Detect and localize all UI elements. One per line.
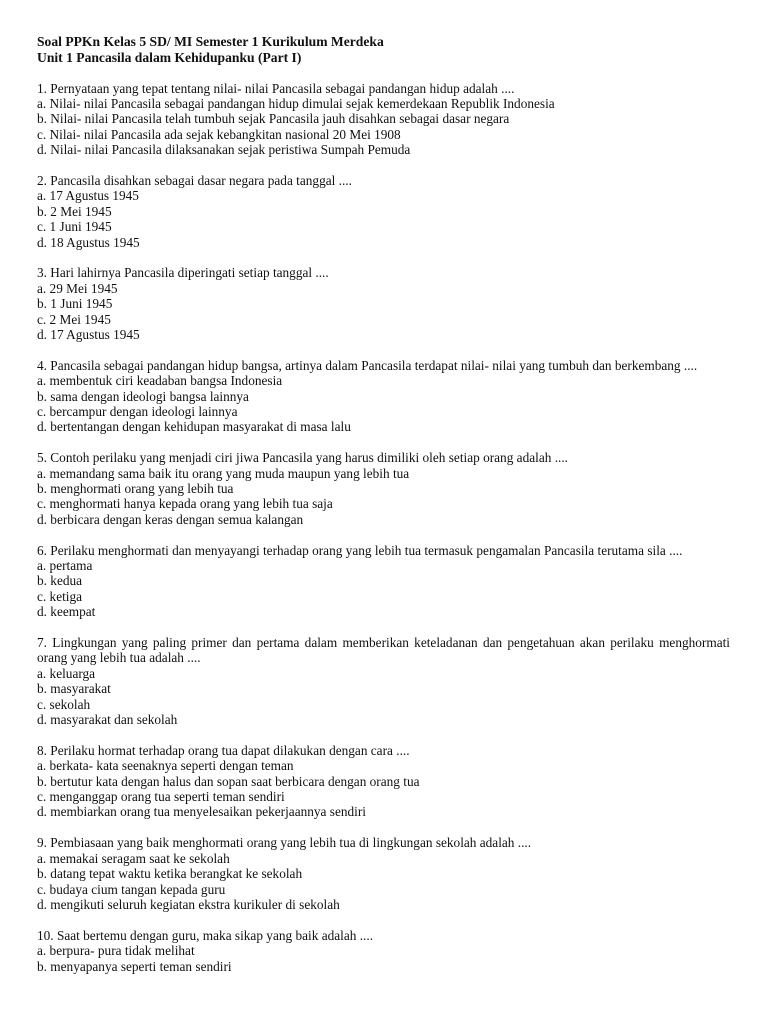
option-c: c. budaya cium tangan kepada guru — [37, 881, 226, 897]
document-title: Soal PPKn Kelas 5 SD/ MI Semester 1 Kurikulum Merdeka — [37, 34, 384, 49]
option-a: a. memandang sama baik itu orang yang muda maupun yang lebih tua — [37, 465, 410, 481]
option-b: b. sama dengan ideologi bangsa lainnya — [37, 388, 249, 404]
option-a: a. keluarga — [37, 665, 96, 681]
option-a: a. 17 Agustus 1945 — [37, 188, 139, 204]
question-10 — [37, 928, 730, 974]
option-b: b. menyapanya seperti teman sendiri — [37, 958, 232, 974]
option-b: b. bertutur kata dengan halus dan sopan saat berbicara dengan orang tua — [37, 773, 420, 789]
question-stem: 10. Saat bertemu dengan guru, maka sikap yang baik adalah .... — [37, 927, 374, 943]
question-stem: 8. Perilaku hormat terhadap orang tua dapat dilakukan dengan cara .... — [37, 742, 410, 758]
option-b: b. 2 Mei 1945 — [37, 203, 112, 219]
question-stem: 6. Perilaku menghormati dan menyayangi terhadap orang yang lebih tua termasuk pengamalan Pancasila terutama sila .... — [37, 542, 683, 558]
question-7 — [37, 635, 730, 727]
option-c: c. menganggap orang tua seperti teman sendiri — [37, 789, 285, 805]
question-1 — [37, 81, 730, 158]
option-b: b. masyarakat — [37, 681, 111, 697]
option-d: d. bertentangan dengan kehidupan masyarakat di masa lalu — [37, 419, 351, 435]
option-c: c. bercampur dengan ideologi lainnya — [37, 403, 238, 419]
option-a: a. memakai seragam saat ke sekolah — [37, 850, 230, 866]
option-c: c. sekolah — [37, 696, 91, 712]
option-c: c. Nilai- nilai Pancasila ada sejak kebangkitan nasional 20 Mei 1908 — [37, 126, 401, 142]
question-8 — [37, 743, 730, 820]
question-5 — [37, 450, 730, 527]
option-a: a. berkata- kata seenaknya seperti dengan teman — [37, 758, 294, 774]
option-b: b. datang tepat waktu ketika berangkat ke sekolah — [37, 866, 303, 882]
option-a: a. 29 Mei 1945 — [37, 280, 118, 296]
option-b: b. kedua — [37, 573, 83, 589]
option-b: b. 1 Juni 1945 — [37, 296, 113, 312]
option-b: b. menghormati orang yang lebih tua — [37, 481, 234, 496]
option-d: d. berbicara dengan keras dengan semua kalangan — [37, 511, 304, 527]
option-a: a. Nilai- nilai Pancasila sebagai pandangan hidup dimulai sejak kemerdekaan Republik Indonesia — [37, 95, 555, 111]
question-stem: 7. Lingkungan yang paling primer dan pertama dalam memberikan keteladanan dan pengetahuan akan perilaku menghormati orang yang lebih tua adalah .... — [37, 635, 730, 666]
option-d: d. masyarakat dan sekolah — [37, 712, 178, 728]
question-stem: 9. Pembiasaan yang baik menghormati orang yang lebih tua di lingkungan sekolah adalah .... — [37, 835, 532, 851]
question-6 — [37, 543, 730, 620]
option-c: c. menghormati hanya kepada orang yang lebih tua saja — [37, 496, 333, 512]
document-header — [37, 34, 730, 65]
question-9 — [37, 835, 730, 912]
question-3 — [37, 265, 730, 342]
question-stem: 1. Pernyataan yang tepat tentang nilai- nilai Pancasila sebagai pandangan hidup adalah .... — [37, 80, 515, 96]
document-subtitle: Unit 1 Pancasila dalam Kehidupanku (Part I) — [37, 49, 302, 65]
option-a: a. membentuk ciri keadaban bangsa Indonesia — [37, 373, 283, 389]
question-stem: 3. Hari lahirnya Pancasila diperingati setiap tanggal .... — [37, 265, 329, 281]
question-stem: 5. Contoh perilaku yang menjadi ciri jiwa Pancasila yang harus dimiliki oleh setiap orang adalah .... — [37, 450, 568, 466]
option-d: d. keempat — [37, 604, 96, 620]
option-d: d. 18 Agustus 1945 — [37, 234, 140, 250]
option-c: c. 2 Mei 1945 — [37, 311, 111, 327]
option-a: a. berpura- pura tidak melihat — [37, 943, 195, 959]
option-d: d. 17 Agustus 1945 — [37, 326, 140, 342]
option-c: c. ketiga — [37, 588, 83, 604]
option-c: c. 1 Juni 1945 — [37, 219, 112, 235]
question-list — [37, 81, 730, 974]
question-stem: 2. Pancasila disahkan sebagai dasar negara pada tanggal .... — [37, 172, 352, 188]
option-d: d. Nilai- nilai Pancasila dilaksanakan sejak peristiwa Sumpah Pemuda — [37, 142, 411, 158]
question-2 — [37, 173, 730, 250]
question-4 — [37, 358, 730, 435]
option-b: b. Nilai- nilai Pancasila telah tumbuh sejak Pancasila jauh disahkan sebagai dasar negara — [37, 111, 510, 127]
question-stem: 4. Pancasila sebagai pandangan hidup bangsa, artinya dalam Pancasila terdapat nilai- nilai yang tumbuh dan berkembang .... — [37, 357, 698, 373]
option-d: d. membiarkan orang tua menyelesaikan pekerjaannya sendiri — [37, 804, 366, 820]
option-a: a. pertama — [37, 558, 93, 574]
option-d: d. mengikuti seluruh kegiatan ekstra kurikuler di sekolah — [37, 896, 340, 912]
